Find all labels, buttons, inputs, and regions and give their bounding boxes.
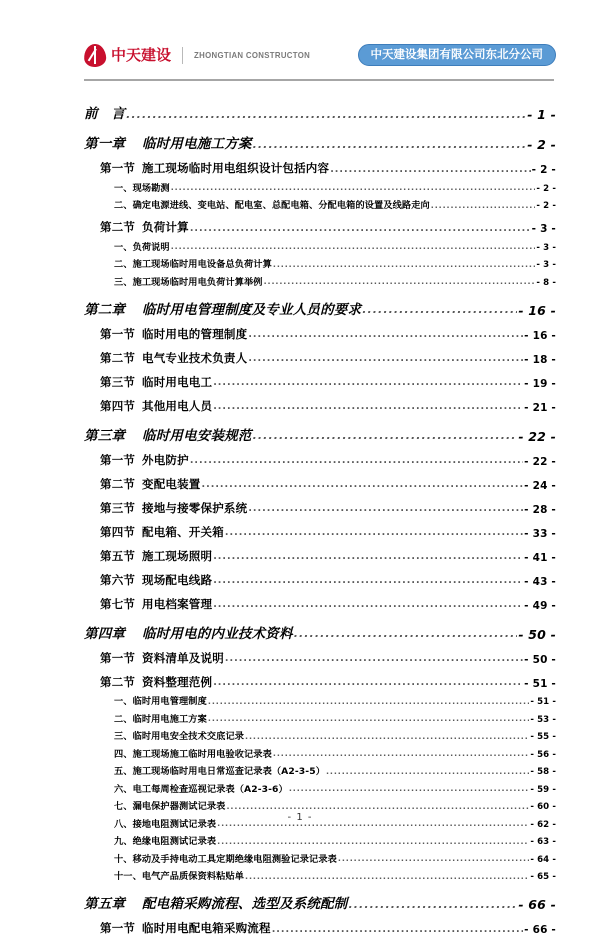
toc-entry-section[interactable] (84, 318, 556, 342)
toc-entry-title (100, 452, 189, 468)
toc-entry-section[interactable] (84, 342, 556, 366)
toc-entry-title (114, 274, 263, 288)
toc-entry-title (114, 728, 244, 742)
toc-entry-item[interactable] (84, 253, 556, 271)
toc-page-number: - 51 - (524, 678, 556, 690)
toc-entry-section[interactable] (84, 468, 556, 492)
toc-entry-label: 临时用电的管理制度 (142, 327, 247, 341)
toc-entry-section[interactable] (84, 912, 556, 936)
toc-entry-label: 用电档案管理 (142, 597, 212, 611)
toc-entry-label: 施工现场照明 (142, 549, 212, 563)
toc-leader-dots (245, 733, 529, 742)
toc-page-number: - 60 - (530, 802, 556, 812)
toc-page-number: - 66 - (518, 897, 556, 912)
toc-entry-number: 第二节 (100, 350, 142, 366)
toc-entry-title (100, 548, 212, 564)
toc-page-number: - 22 - (524, 456, 556, 468)
toc-leader-dots (326, 768, 529, 777)
toc-entry-number: 第一节 (100, 326, 142, 342)
toc-entry-item[interactable] (84, 777, 556, 795)
toc-entry-label: 一、负荷说明 (114, 242, 170, 253)
toc-leader-dots (253, 430, 518, 444)
toc-page-number: - 64 - (530, 855, 556, 865)
toc-entry-label: 三、临时用电安全技术交底记录 (114, 731, 244, 742)
toc-page-number: - 3 - (536, 243, 556, 253)
toc-entry-title (100, 596, 212, 612)
table-of-contents (84, 92, 556, 936)
toc-entry-label: 前 言 (84, 106, 125, 122)
toc-page-number: - 55 - (530, 732, 556, 742)
toc-entry-title (100, 326, 247, 342)
toc-entry-item[interactable] (84, 235, 556, 253)
toc-entry-label: 负荷计算 (142, 220, 189, 234)
toc-entry-section[interactable] (84, 211, 556, 235)
toc-leader-dots (225, 654, 523, 666)
toc-page-number: - 50 - (524, 654, 556, 666)
toc-entry-chapter[interactable] (84, 122, 556, 152)
toc-leader-dots (213, 576, 523, 588)
toc-entry-title (100, 920, 271, 936)
toc-entry-title (100, 398, 212, 414)
toc-entry-label: 临时用电的内业技术资料 (142, 626, 293, 642)
toc-leader-dots (190, 224, 531, 236)
toc-page-number: - 21 - (524, 402, 556, 414)
toc-leader-dots (253, 139, 527, 153)
toc-entry-chapter[interactable] (84, 92, 556, 122)
toc-entry-section[interactable] (84, 390, 556, 414)
toc-entry-title (100, 674, 212, 690)
toc-entry-section[interactable] (84, 516, 556, 540)
toc-entry-section[interactable] (84, 152, 556, 176)
toc-leader-dots (217, 838, 529, 847)
toc-page-number: - 58 - (530, 767, 556, 777)
toc-entry-label: 七、漏电保护器测试记录表 (114, 801, 225, 812)
toc-page-number: - 16 - (518, 303, 556, 318)
toc-leader-dots (190, 456, 523, 468)
toc-entry-section[interactable] (84, 588, 556, 612)
toc-entry-chapter[interactable] (84, 288, 556, 318)
toc-leader-dots (171, 184, 536, 193)
toc-entry-item[interactable] (84, 690, 556, 708)
toc-entry-title (114, 239, 170, 253)
toc-entry-label: 临时用电安装规范 (142, 428, 252, 444)
toc-entry-title (100, 350, 247, 366)
toc-page-number: - 56 - (530, 750, 556, 760)
toc-entry-number: 第四节 (100, 398, 142, 414)
toc-entry-label: 接地与接零保护系统 (142, 501, 247, 515)
zhongtian-drop-logo-icon (84, 43, 106, 67)
toc-entry-label: 十一、电气产品质保资料粘贴单 (114, 871, 244, 882)
toc-entry-title (84, 102, 125, 122)
toc-entry-title (114, 833, 216, 847)
toc-page-number: - 59 - (530, 785, 556, 795)
toc-entry-title (114, 256, 272, 270)
toc-entry-section[interactable] (84, 444, 556, 468)
toc-page-number: - 3 - (536, 260, 556, 270)
toc-entry-title (114, 763, 325, 777)
toc-entry-number: 第二节 (100, 476, 142, 492)
header-divider-rule (84, 79, 554, 81)
toc-page-number: - 66 - (524, 924, 556, 936)
toc-page-number: - 2 - (536, 184, 556, 194)
toc-entry-chapter[interactable] (84, 882, 556, 912)
toc-entry-title (100, 650, 224, 666)
toc-entry-number: 第三节 (100, 500, 142, 516)
toc-entry-number: 第七节 (100, 596, 142, 612)
toc-leader-dots (208, 698, 529, 707)
toc-entry-item[interactable] (84, 742, 556, 760)
toc-leader-dots (202, 480, 524, 492)
company-name-badge: 中天建设集团有限公司东北分公司 (358, 44, 557, 66)
toc-page-number: - 1 - (527, 107, 556, 122)
toc-entry-title (114, 868, 244, 882)
toc-entry-number: 第一节 (100, 920, 142, 936)
toc-leader-dots (349, 899, 518, 913)
toc-leader-dots (245, 873, 529, 882)
toc-entry-title (114, 711, 207, 725)
toc-entry-item[interactable] (84, 176, 556, 194)
logo-chinese-text: 中天建设 (111, 48, 171, 63)
toc-entry-label: 四、施工现场施工临时用电验收记录表 (114, 749, 272, 760)
toc-page-number: - 2 - (536, 201, 556, 211)
toc-entry-title (114, 746, 272, 760)
toc-entry-label: 六、电工每周检查巡视记录表（A2-3-6） (114, 784, 288, 795)
toc-entry-number: 第四章 (84, 622, 142, 642)
toc-page-number: - 53 - (530, 715, 556, 725)
toc-page-number: - 62 - (530, 820, 556, 830)
toc-entry-label: 三、施工现场临时用电负荷计算举例 (114, 277, 263, 288)
toc-entry-label: 电气专业技术负责人 (142, 351, 247, 365)
toc-leader-dots (213, 678, 523, 690)
toc-entry-label: 十、移动及手持电动工具定期绝缘电阻测验记录记录表 (114, 854, 337, 865)
toc-entry-title (100, 219, 189, 235)
toc-entry-chapter[interactable] (84, 414, 556, 444)
toc-entry-label: 现场配电线路 (142, 573, 212, 587)
logo-english-text: ZHONGTIAN CONSTRUCTON (194, 50, 310, 60)
toc-entry-number: 第一节 (100, 650, 142, 666)
toc-entry-number: 第一节 (100, 160, 142, 176)
toc-entry-label: 二、施工现场临时用电设备总负荷计算 (114, 259, 272, 270)
toc-entry-number: 第一节 (100, 452, 142, 468)
toc-entry-title (84, 622, 293, 642)
toc-entry-title (100, 500, 247, 516)
toc-page-number: - 49 - (524, 600, 556, 612)
toc-entry-number: 第一章 (84, 132, 142, 152)
toc-leader-dots (272, 925, 523, 936)
toc-leader-dots (248, 504, 523, 516)
toc-page-number: - 28 - (524, 504, 556, 516)
toc-leader-dots (273, 750, 529, 759)
toc-entry-title (100, 374, 212, 390)
toc-entry-item[interactable] (84, 194, 556, 212)
toc-entry-section[interactable] (84, 666, 556, 690)
toc-entry-section[interactable] (84, 564, 556, 588)
toc-leader-dots (248, 354, 523, 366)
toc-entry-label: 资料整理范例 (142, 675, 212, 689)
toc-entry-label: 八、接地电阻测试记录表 (114, 819, 216, 830)
toc-entry-label: 五、施工现场临时用电日常巡查记录表（A2-3-5） (114, 766, 325, 777)
toc-entry-section[interactable] (84, 492, 556, 516)
toc-page-number: - 65 - (530, 872, 556, 882)
toc-entry-title (84, 298, 361, 318)
toc-leader-dots (171, 243, 536, 252)
toc-page-number: - 2 - (527, 137, 556, 152)
toc-entry-item[interactable] (84, 847, 556, 865)
toc-leader-dots (431, 202, 536, 211)
toc-entry-label: 二、临时用电施工方案 (114, 714, 207, 725)
toc-entry-title (100, 160, 329, 176)
toc-leader-dots (213, 600, 523, 612)
toc-page-number: - 3 - (532, 223, 556, 235)
toc-entry-title (114, 180, 170, 194)
toc-page-number: - 24 - (524, 480, 556, 492)
toc-leader-dots (225, 528, 523, 540)
toc-entry-section[interactable] (84, 540, 556, 564)
toc-entry-title (84, 892, 348, 912)
toc-page-number: - 51 - (530, 697, 556, 707)
toc-leader-dots (289, 785, 529, 794)
toc-leader-dots (273, 261, 536, 270)
toc-page-number: - 43 - (524, 576, 556, 588)
toc-leader-dots (126, 109, 526, 123)
toc-entry-title (100, 476, 201, 492)
toc-entry-title (100, 524, 224, 540)
toc-entry-item[interactable] (84, 270, 556, 288)
toc-entry-label: 其他用电人员 (142, 399, 212, 413)
toc-entry-title (84, 132, 252, 152)
toc-page-number: - 22 - (518, 429, 556, 444)
logo-divider (182, 47, 183, 64)
company-logo (84, 43, 320, 67)
toc-leader-dots (208, 715, 529, 724)
toc-page-number: - 2 - (532, 164, 556, 176)
toc-entry-number: 第五章 (84, 892, 142, 912)
toc-leader-dots (213, 552, 523, 564)
toc-leader-dots (330, 165, 530, 177)
toc-entry-label: 二、确定电源进线、变电站、配电室、总配电箱、分配电箱的设置及线路走向 (114, 200, 430, 211)
page-footer: - 1 - (0, 812, 600, 823)
toc-entry-number: 第六节 (100, 572, 142, 588)
toc-entry-title (100, 572, 212, 588)
toc-entry-label: 临时用电施工方案 (142, 136, 252, 152)
toc-entry-label: 施工现场临时用电组织设计包括内容 (142, 161, 329, 175)
toc-entry-item[interactable] (84, 760, 556, 778)
toc-entry-label: 一、现场勘测 (114, 183, 170, 194)
toc-entry-item[interactable] (84, 795, 556, 813)
toc-entry-label: 临时用电管理制度及专业人员的要求 (142, 302, 361, 318)
toc-page-number: - 41 - (524, 552, 556, 564)
toc-entry-item[interactable] (84, 830, 556, 848)
toc-page-number: - 8 - (536, 278, 556, 288)
toc-entry-number: 第二章 (84, 298, 142, 318)
toc-entry-number: 第三章 (84, 424, 142, 444)
toc-entry-label: 一、临时用电管理制度 (114, 696, 207, 707)
toc-page-number: - 18 - (524, 354, 556, 366)
toc-entry-label: 临时用电电工 (142, 375, 212, 389)
toc-page-number: - 16 - (524, 330, 556, 342)
toc-entry-label: 配电箱、开关箱 (142, 525, 224, 539)
toc-entry-item[interactable] (84, 725, 556, 743)
toc-leader-dots (338, 855, 529, 864)
toc-leader-dots (294, 628, 518, 642)
toc-page-number: - 33 - (524, 528, 556, 540)
toc-entry-section[interactable] (84, 366, 556, 390)
toc-leader-dots (264, 278, 536, 287)
toc-entry-item[interactable] (84, 865, 556, 883)
toc-entry-number: 第三节 (100, 374, 142, 390)
toc-entry-label: 外电防护 (142, 453, 189, 467)
toc-leader-dots (362, 304, 517, 318)
toc-entry-label: 临时用电配电箱采购流程 (142, 921, 271, 935)
toc-entry-label: 变配电装置 (142, 477, 201, 491)
toc-entry-number: 第五节 (100, 548, 142, 564)
toc-entry-title (114, 798, 225, 812)
toc-leader-dots (226, 803, 529, 812)
toc-entry-title (114, 781, 288, 795)
toc-entry-number: 第二节 (100, 219, 142, 235)
toc-leader-dots (213, 378, 523, 390)
toc-page-number: - 50 - (518, 627, 556, 642)
toc-entry-section[interactable] (84, 642, 556, 666)
toc-entry-label: 配电箱采购流程、选型及系统配制 (142, 896, 348, 912)
toc-entry-title (114, 851, 337, 865)
page-header (84, 38, 556, 78)
toc-entry-label: 资料清单及说明 (142, 651, 224, 665)
toc-entry-number: 第四节 (100, 524, 142, 540)
toc-entry-label: 九、绝缘电阻测试记录表 (114, 836, 216, 847)
toc-leader-dots (213, 402, 523, 414)
toc-entry-item[interactable] (84, 707, 556, 725)
toc-entry-number: 第二节 (100, 674, 142, 690)
toc-page-number: - 63 - (530, 837, 556, 847)
toc-entry-title (114, 693, 207, 707)
toc-entry-chapter[interactable] (84, 612, 556, 642)
toc-leader-dots (248, 330, 523, 342)
toc-entry-title (84, 424, 252, 444)
toc-entry-title (114, 197, 430, 211)
toc-page-number: - 19 - (524, 378, 556, 390)
